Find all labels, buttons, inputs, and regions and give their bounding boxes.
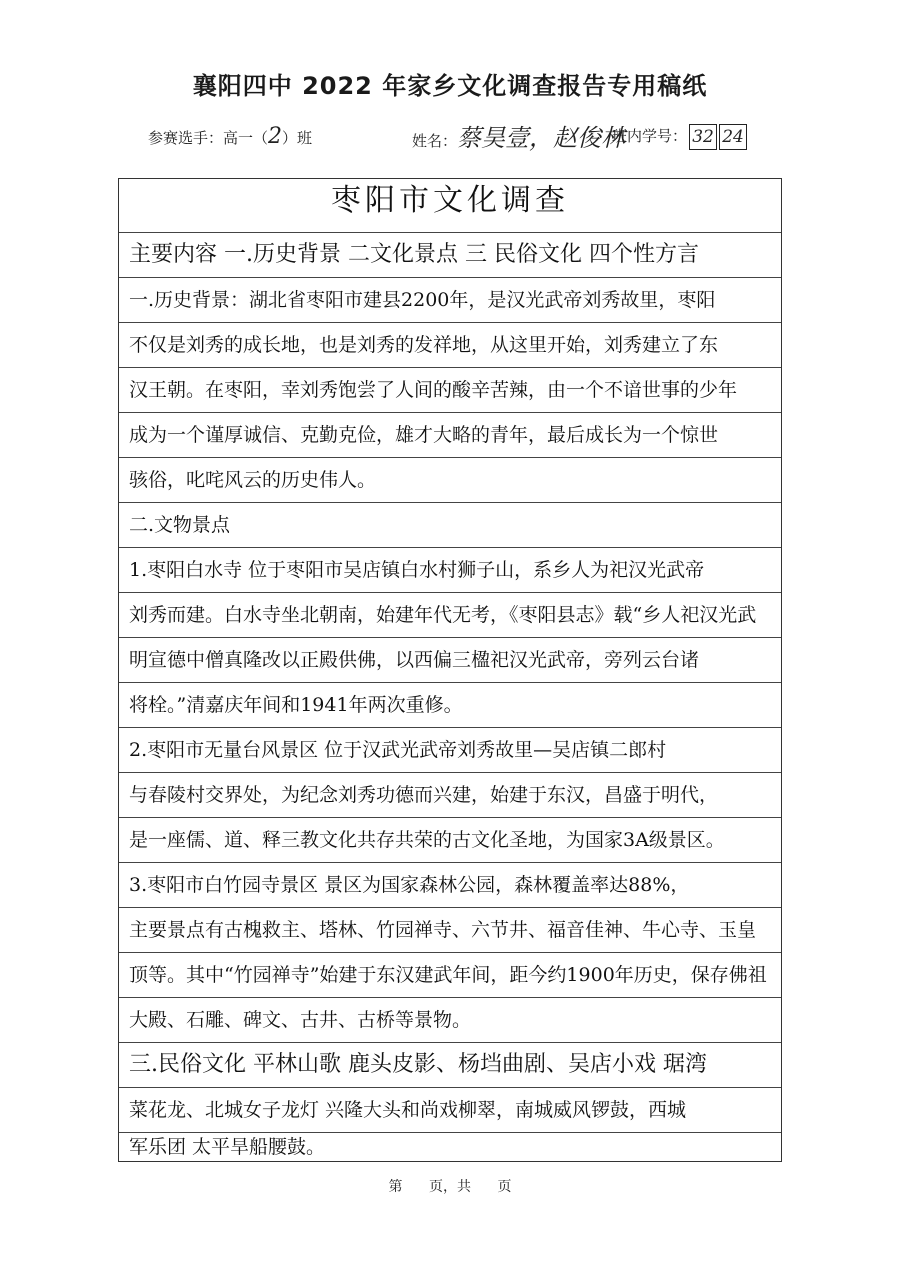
report-line: 军乐团 太平旱船腰鼓。 <box>119 1132 781 1161</box>
report-line: 与春陵村交界处，为纪念刘秀功德而兴建，始建于东汉，昌盛于明代， <box>119 772 781 817</box>
report-line: 大殿、石雕、碑文、古井、古桥等景物。 <box>119 997 781 1042</box>
student-id-info <box>612 124 747 150</box>
student-id-label: 班内学号： <box>612 127 688 145</box>
report-line: 主要内容 一.历史背景 二文化景点 三 民俗文化 四个性方言 <box>119 232 781 277</box>
name-label: 姓名： <box>412 132 458 150</box>
report-line: 二.文物景点 <box>119 502 781 547</box>
class-info <box>148 124 312 149</box>
report-line: 将栓。”清嘉庆年间和1941年两次重修。 <box>119 682 781 727</box>
report-line: 三.民俗文化 平林山歌 鹿头皮影、杨垱曲剧、吴店小戏 琚湾 <box>119 1042 781 1087</box>
report-line: 是一座儒、道、释三教文化共存共荣的古文化圣地，为国家3A级景区。 <box>119 817 781 862</box>
report-line: 成为一个谨厚诚信、克勤克俭，雄才大略的青年，最后成长为一个惊世 <box>119 412 781 457</box>
report-line: 1.枣阳白水寺 位于枣阳市吴店镇白水村狮子山，系乡人为祀汉光武帝 <box>119 547 781 592</box>
report-line: 主要景点有古槐救主、塔林、竹园禅寺、六节井、福音佳神、牛心寺、玉皇 <box>119 907 781 952</box>
class-number: 2 <box>268 124 283 149</box>
report-sheet <box>118 178 782 1162</box>
report-title: 枣阳市文化调查 <box>331 183 569 218</box>
report-line: 2.枣阳市无量台风景区 位于汉武光武帝刘秀故里—吴店镇二郎村 <box>119 727 781 772</box>
student-id-box-1: 32 <box>689 124 717 150</box>
report-line: 顶等。其中“竹园禅寺”始建于东汉建武年间，距今约1900年历史，保存佛祖 <box>119 952 781 997</box>
report-line: 刘秀而建。白水寺坐北朝南，始建年代无考，《枣阳县志》载“乡人祀汉光武 <box>119 592 781 637</box>
header-title: 襄阳四中 2022 年家乡文化调查报告专用稿纸 <box>192 72 708 100</box>
class-suffix: ）班 <box>282 129 313 147</box>
report-line: 不仅是刘秀的成长地，也是刘秀的发祥地，从这里开始，刘秀建立了东 <box>119 322 781 367</box>
name-info <box>412 118 625 153</box>
report-line: 明宣德中僧真隆改以正殿供佛，以西偏三楹祀汉光武帝，旁列云台诸 <box>119 637 781 682</box>
report-line: 菜花龙、北城女子龙灯 兴隆大头和尚戏柳翠，南城威风锣鼓，西城 <box>119 1087 781 1132</box>
report-line: 3.枣阳市白竹园寺景区 景区为国家森林公园，森林覆盖率达88%， <box>119 862 781 907</box>
name-value: 蔡昊壹，赵俊林 <box>457 124 626 152</box>
page-footer: 第 页，共 页 <box>388 1179 512 1195</box>
report-line: 一.历史背景：湖北省枣阳市建县2200年，是汉光武帝刘秀故里，枣阳 <box>119 277 781 322</box>
report-line: 骇俗，叱咤风云的历史伟人。 <box>119 457 781 502</box>
report-line: 汉王朝。在枣阳，幸刘秀饱尝了人间的酸辛苦辣，由一个不谙世事的少年 <box>119 367 781 412</box>
student-id-box-2: 24 <box>719 124 747 150</box>
class-prefix: 参赛选手：高一（ <box>148 129 269 147</box>
